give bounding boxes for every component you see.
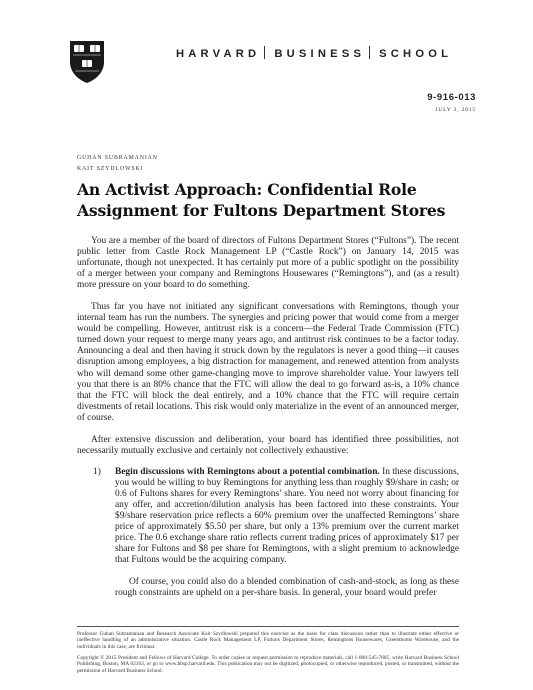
numbered-list-item [77, 467, 459, 611]
institution-word-3: SCHOOL [379, 48, 453, 60]
author-name: KAIT SZYDLOWSKI [77, 166, 144, 172]
copyright-paragraph: Copyright © 2015 President and Fellows of Harvard College. To order copies or request permission to reproduce materials, call 1-800-545-7685, write Harvard Business School Publishing, Boston, MA 02163, or go to www.hbsp.harvard.edu. This publication may not be digitized, photocopied, or otherwise reproduced, posted, or transmitted, without the permission of Harvard Business School. [77, 655, 459, 674]
list-item-paragraph [115, 467, 459, 566]
title-line: An Activist Approach: Confidential Role [77, 180, 417, 199]
footnote-rule [77, 626, 459, 627]
list-item-heading: Begin discussions with Remingtons about a potential combination. [115, 466, 380, 477]
list-item-body [115, 467, 459, 611]
document-body [77, 236, 459, 610]
list-item-continuation: Of course, you could also do a blended combination of cash-and-stock, as long as these rough constraints are upheld on a per-share basis. In general, your board would prefer [115, 577, 459, 599]
list-number: 1) [93, 466, 101, 477]
harvard-shield-logo [69, 40, 105, 84]
author-list [77, 153, 158, 175]
case-number: 9-916-013 [427, 92, 476, 103]
institution-name [176, 46, 476, 60]
title-line: Assignment for Fultons Department Stores [77, 201, 446, 220]
footnote-block [77, 631, 459, 679]
case-date: JULY 2, 2015 [435, 107, 476, 113]
institution-word-2: BUSINESS [274, 48, 366, 60]
footnote-paragraph: Professor Guhan Subramanian and Research Associate Kait Szydlowski prepared this exercise as the basis for class discussion rather than to illustrate either effective or ineffective handling of an administrative situation. Castle Rock Management LP, Fultons Department Stores, Remingtons Housewares, Greenthoms Warehouse, and the individuals in this case, are fictional. [77, 631, 459, 650]
author-name: GUHAN SUBRAMANIAN [77, 155, 158, 161]
body-paragraph: After extensive discussion and deliberation, your board has identified three possibilities, not necessarily mutually exclusive and certainly not collectively exhaustive: [77, 434, 459, 456]
document-title [77, 179, 477, 221]
institution-divider [264, 46, 265, 59]
institution-divider [369, 46, 370, 59]
body-paragraph: You are a member of the board of directors of Fultons Department Stores (“Fultons”). The recent public letter from Castle Rock Management LP (“Castle Rock”) on January 14, 2015 was unfortunate, though not unexpected. It has certainly put more of a public spotlight on the possibility of a merger between your company and Remingtons Housewares (“Remingtons”), and (as a result) more pressure on your board to do something. [77, 236, 459, 291]
body-paragraph: Thus far you have not initiated any significant conversations with Remingtons, though your internal team has run the numbers. The synergies and pricing power that would come from a merger would be compelling. However, antitrust risk is a concern—the Federal Trade Commission (FTC) turned down your request to merge many years ago, and antitrust risk continues to be a factor today. Announcing a deal and then having it struck down by the regulators is never a good thing—it causes disruption among employees, a big distraction for management, and renewed attention from analysts who will demand some other game-changing move to improve shareholder value. Your lawyers tell you that there is an 80% chance that the FTC will allow the deal to go forward as-is, a 10% chance that the FTC will block the deal entirely, and a 10% chance that the FTC will require certain divestments of retail locations. This risk would only materialize in the event of an announced merger, of course. [77, 302, 459, 423]
institution-word-1: HARVARD [176, 48, 261, 60]
list-item-text: In these discussions, you would be willing to buy Remingtons for anything less than roughly $9/share in cash; or 0.6 of Fultons shares for every Remingtons’ share. You need not worry about financing for any offer, and accretion/dilution analysis has been factored into these constraints. Your $9/share reservation price reflects a 60% premium over the unaffected Remingtons’ share price of approximately $5.50 per share, but only a 13% premium over the current market price. The 0.6 exchange share ratio reflects current trading prices of approximately $17 per share for Fultons and $8 per share for Remingtons, with a slight premium to acknowledge that Fultons would be the acquiring company. [115, 466, 459, 566]
